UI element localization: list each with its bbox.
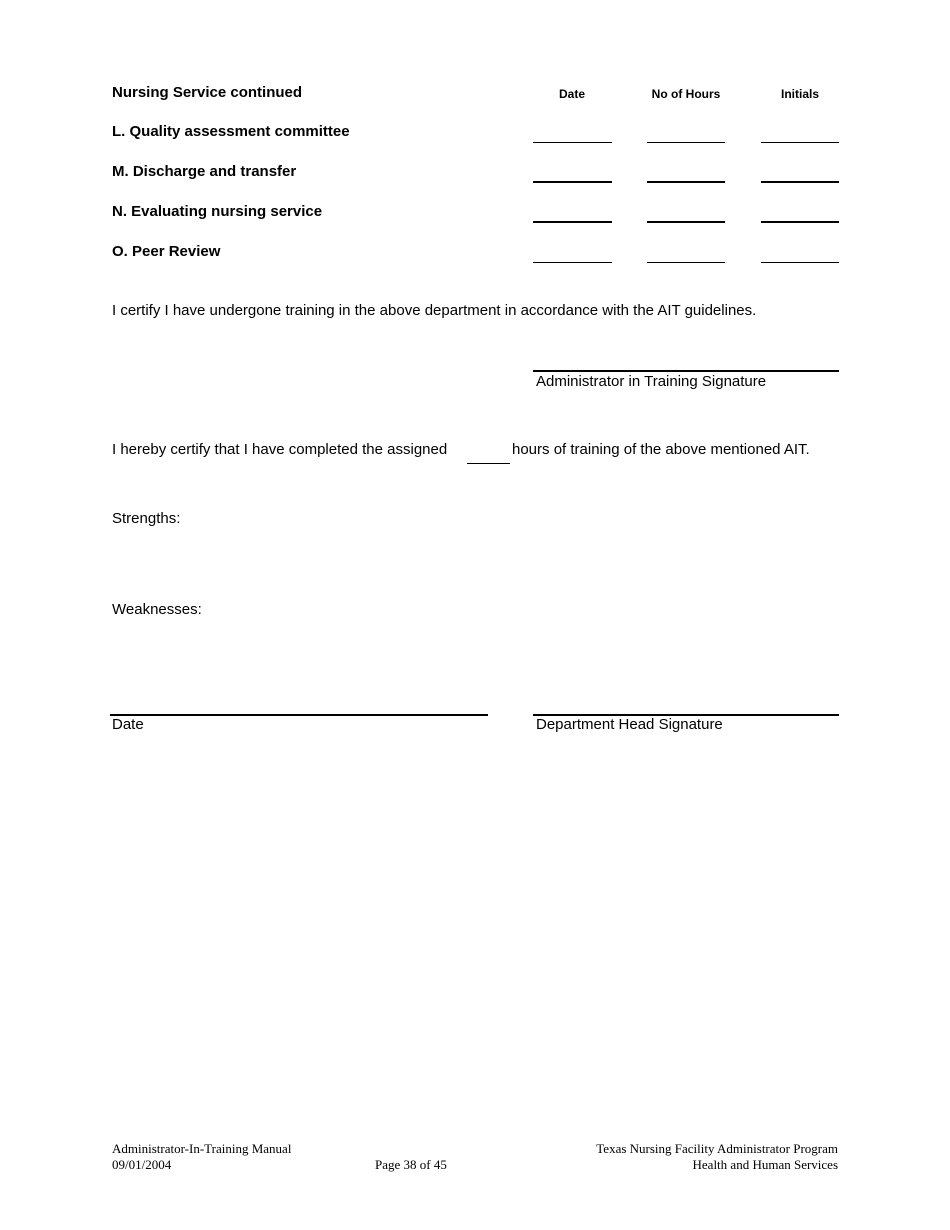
date-field-n[interactable] (533, 221, 612, 223)
hours-field-m[interactable] (647, 181, 725, 183)
date-field-o[interactable] (533, 262, 612, 263)
date-label: Date (112, 716, 144, 733)
date-signature-line[interactable] (110, 714, 488, 716)
dept-head-signature-label: Department Head Signature (536, 716, 723, 733)
footer-manual-title: Administrator-In-Training Manual (112, 1141, 292, 1156)
certify-ait-text: I certify I have undergone training in the above department in accordance with the AIT guidelines. (112, 302, 757, 319)
hours-blank-field[interactable] (467, 463, 510, 464)
ait-signature-label: Administrator in Training Signature (536, 373, 767, 390)
footer-agency: Health and Human Services (692, 1157, 838, 1172)
initials-field-n[interactable] (761, 221, 839, 223)
footer-program-name: Texas Nursing Facility Administrator Program (596, 1141, 838, 1156)
item-n-label: N. Evaluating nursing service (112, 203, 323, 220)
date-field-m[interactable] (533, 181, 612, 183)
certify-hours-text-end: hours of training of the above mentioned AIT. (512, 441, 810, 458)
footer-date: 09/01/2004 (112, 1157, 172, 1172)
column-header-initials: Initials (780, 87, 819, 101)
footer-page-number: Page 38 of 45 (375, 1157, 447, 1172)
weaknesses-label: Weaknesses: (112, 601, 202, 618)
ait-signature-line[interactable] (533, 370, 839, 372)
hours-field-n[interactable] (647, 221, 725, 223)
column-header-date: Date (558, 87, 585, 101)
date-field-l[interactable] (533, 142, 612, 143)
hours-field-o[interactable] (647, 262, 725, 263)
item-o-label: O. Peer Review (112, 243, 221, 260)
initials-field-m[interactable] (761, 181, 839, 183)
section-title: Nursing Service continued (112, 84, 303, 101)
initials-field-l[interactable] (761, 142, 839, 143)
strengths-label: Strengths: (112, 510, 181, 527)
certify-hours-text-start: I hereby certify that I have completed the assigned (112, 441, 448, 458)
item-m-label: M. Discharge and transfer (112, 163, 297, 180)
item-l-label: L. Quality assessment committee (112, 123, 350, 140)
initials-field-o[interactable] (761, 262, 839, 263)
hours-field-l[interactable] (647, 142, 725, 143)
column-header-hours: No of Hours (651, 87, 721, 101)
